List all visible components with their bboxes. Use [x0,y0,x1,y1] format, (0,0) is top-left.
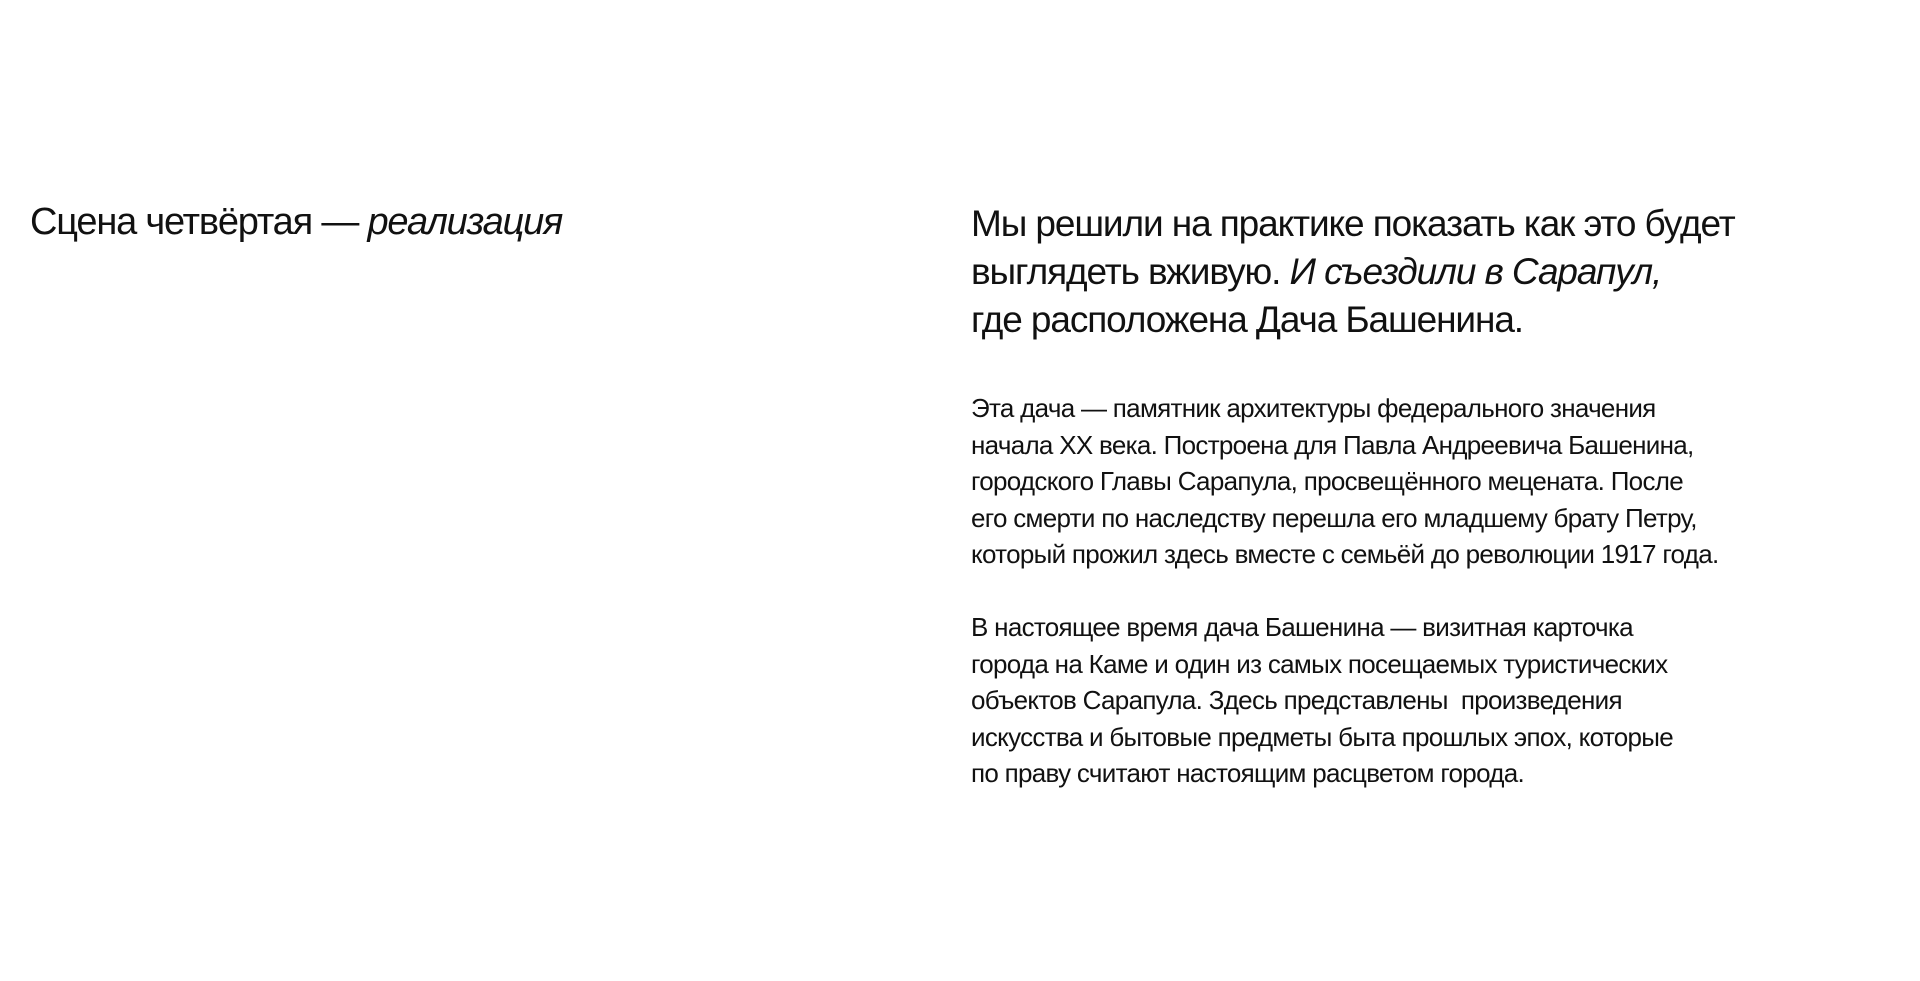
lead-line-3: где расположена Дача Башенина. [971,299,1523,340]
history-line: его смерти по наследству перешла его младшему брату Петру, [971,502,1697,533]
history-line: городского Главы Сарапула, просвещённого мецената. После [971,466,1683,497]
lead-line-2 [971,248,1871,296]
scene-heading-emphasis: реализация [367,201,563,243]
present-day-line: города на Каме и один из самых посещаемых туристических [971,648,1668,679]
lead-line-1: Мы решили на практике показать как это будет [971,203,1735,244]
scene-heading-prefix: Сцена четвёртая — [30,201,368,243]
history-line: начала XX века. Построена для Павла Андреевича Башенина, [971,429,1694,460]
present-day-paragraph [971,609,1871,792]
history-line: Эта дача — памятник архитектуры федерального значения [971,393,1656,423]
lead-line-2-emphasis: И съездили в Сарапул, [1289,251,1662,292]
present-day-line: объектов Сарапула. Здесь представлены произведения [971,685,1622,716]
scene-heading [30,200,562,246]
history-paragraph [971,390,1871,573]
lead-line-2-plain: выглядеть вживую. [971,251,1290,292]
history-line: который прожил здесь вместе с семьёй до революции 1917 года. [971,539,1719,570]
lead-text [971,200,1871,344]
present-day-line: по праву считают настоящим расцветом города. [971,758,1525,789]
present-day-line: искусства и бытовые предметы быта прошлых эпох, которые [971,721,1674,752]
present-day-line: В настоящее время дача Башенина — визитная карточка [971,611,1633,642]
story-content [971,200,1871,792]
